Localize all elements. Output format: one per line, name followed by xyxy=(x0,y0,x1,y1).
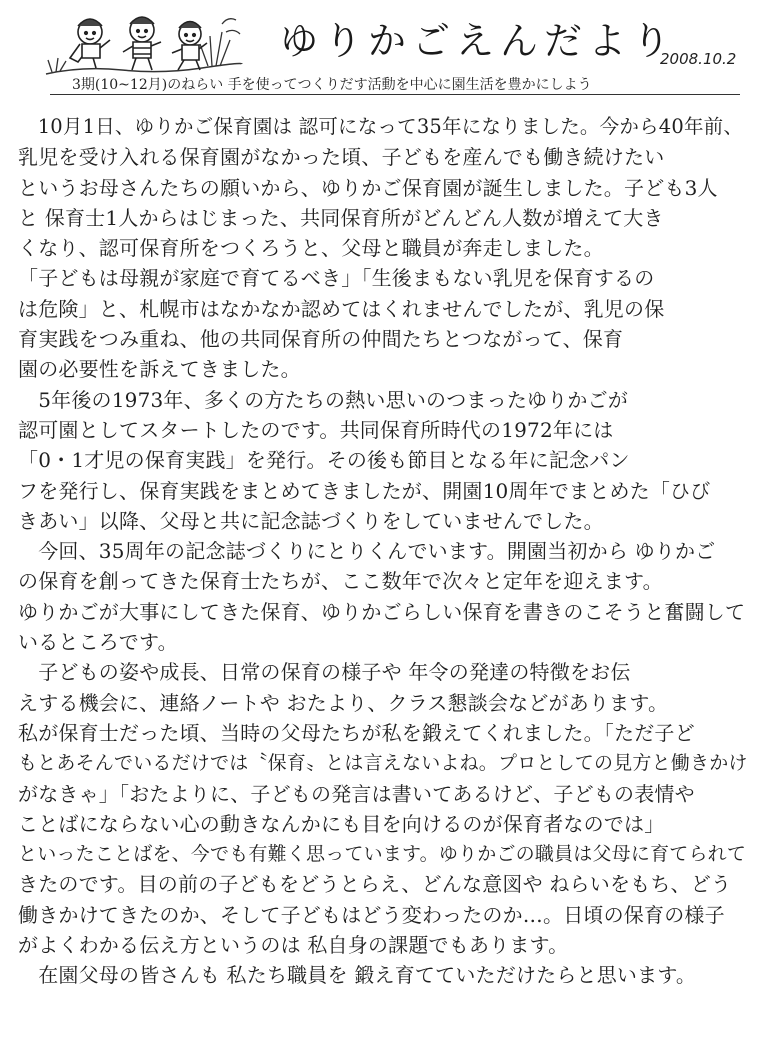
body-line: 「子どもは母親が家庭で育てるべき」「生後まもない乳児を保育するの xyxy=(18,266,655,291)
body-line: がなきゃ」「おたよりに、子どもの発言は書いてあるけど、子どもの表情や xyxy=(18,781,695,806)
body-line: 園の必要性を訴えてきました。 xyxy=(18,357,301,382)
body-line: ゆりかごが大事にしてきた保育、ゆりかごらしい保育を書きのこそうと奮闘して xyxy=(18,599,746,624)
body-line: もとあそんでいるだけでは〝保育〟とは言えないよね。プロとしての見方と働きかけ xyxy=(18,752,748,775)
body-line: 「0・1才児の保育実践」を発行。その後も節目となる年に記念パン xyxy=(18,448,630,473)
body-line: いるところです。 xyxy=(18,630,178,655)
body-line: きあい」以降、父母と共に記念誌づくりをしていませんでした。 xyxy=(18,508,604,533)
body-line: 10月1日、ゆりかご保育園は 認可になって35年になりました。今から40年前、 xyxy=(18,115,744,138)
header-divider xyxy=(50,94,740,95)
body-line: 乳児を受け入れる保育園がなかった頃、子どもを産んでも働き続けたい xyxy=(18,145,665,170)
body-line: 子どもの姿や成長、日常の保育の様子や 年令の発達の特徴をお伝 xyxy=(18,660,631,685)
newsletter-body xyxy=(18,112,756,991)
body-line: というお母さんたちの願いから、ゆりかご保育園が誕生しました。子ども3人 xyxy=(18,175,718,200)
body-line: えする機会に、連絡ノートや おたより、クラス懇談会などがあります。 xyxy=(18,690,669,715)
body-line: くなり、認可保育所をつくろうと、父母と職員が奔走しました。 xyxy=(18,236,604,261)
body-line: きたのです。目の前の子どもをどうとらえ、どんな意図や ねらいをもち、どう xyxy=(18,872,732,897)
body-line: は危険」と、札幌市はなかなか認めてはくれませんでしたが、乳児の保 xyxy=(18,296,665,321)
body-line: といったことばを、今でも有難く思っています。ゆりかごの職員は父母に育てられて xyxy=(18,843,747,866)
term-goal-subtitle: 3期(10~12月)のねらい 手を使ってつくりだす活動を中心に園生活を豊かにしよう xyxy=(72,77,592,93)
body-line: 私が保育士だった頃、当時の父母たちが私を鍛えてくれました。「ただ子ど xyxy=(18,720,695,745)
body-line: 育実践をつみ重ね、他の共同保育所の仲間たちとつながって、保育 xyxy=(18,327,624,352)
body-line: ことばにならない心の動きなんかにも目を向けるのが保育者なのでは」 xyxy=(18,811,665,836)
issue-date: 2008.10.2 xyxy=(660,50,737,68)
newsletter-title: ゆりかごえんだより xyxy=(280,19,677,63)
body-line: 認可園としてスタートしたのです。共同保育所時代の1972年には xyxy=(18,417,614,442)
body-line: 5年後の1973年、多くの方たちの熱い思いのつまったゆりかごが xyxy=(18,387,629,412)
body-line: フを発行し、保育実践をまとめてきましたが、開園10周年でまとめた「ひび xyxy=(18,478,711,503)
children-playing-illustration xyxy=(42,4,247,84)
body-line: 働きかけてきたのか、そして子どもはどう変わったのか…。日頃の保育の様子 xyxy=(18,902,725,927)
body-line: がよくわかる伝え方というのは 私自身の課題でもあります。 xyxy=(18,933,569,958)
body-line: 今回、35周年の記念誌づくりにとりくんでいます。開園当初から ゆりかご xyxy=(18,539,716,564)
body-line: 在園父母の皆さんも 私たち職員を 鍛え育てていただけたらと思います。 xyxy=(18,963,697,988)
body-line: の保育を創ってきた保育士たちが、ここ数年で次々と定年を迎えます。 xyxy=(18,569,663,594)
body-line: と 保育士1人からはじまった、共同保育所がどんどん人数が増えて大き xyxy=(18,205,664,230)
